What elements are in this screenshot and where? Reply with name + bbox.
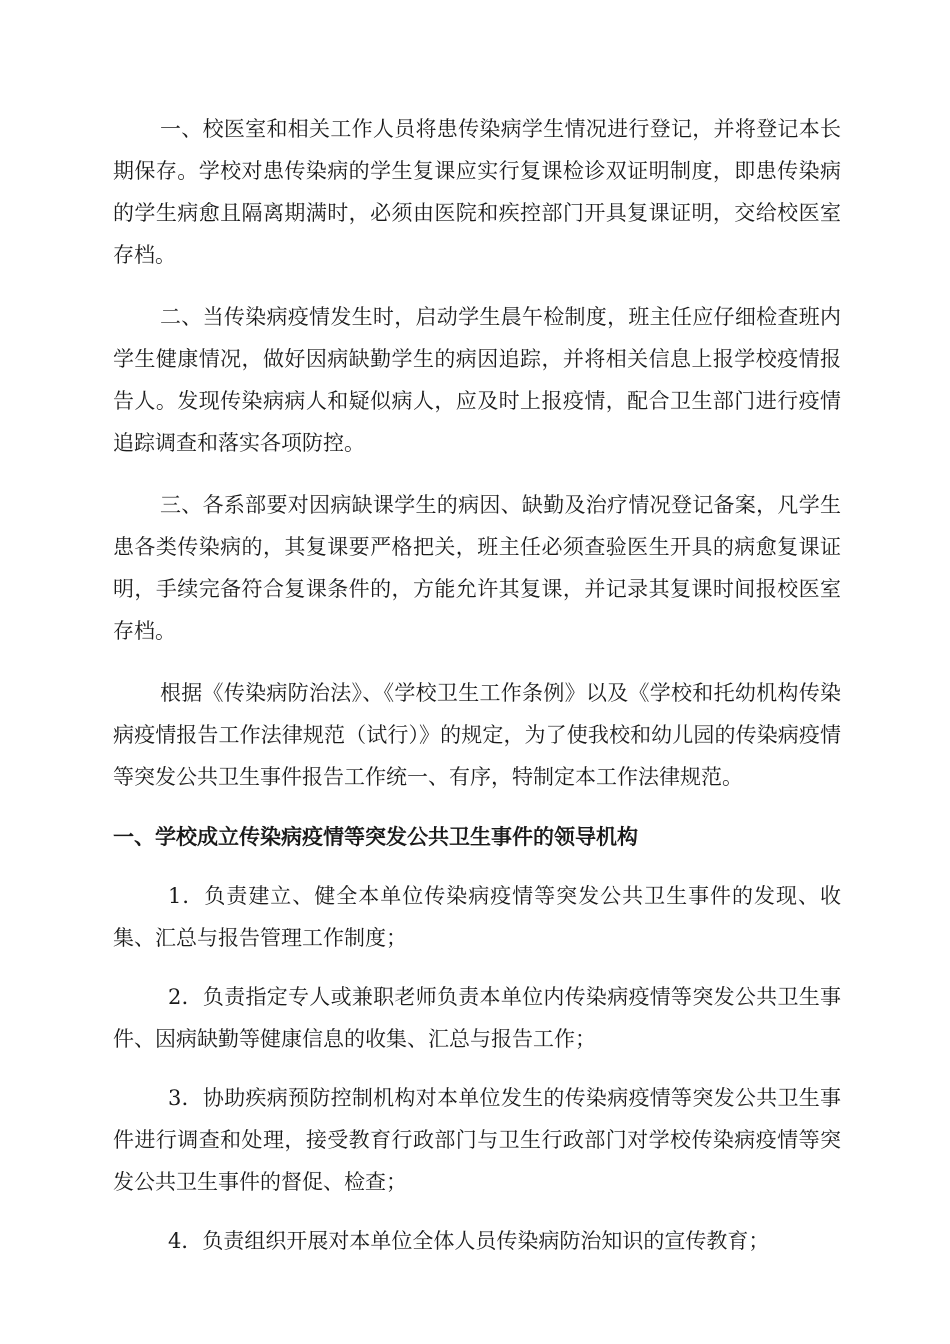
paragraph-morning-check: 二、当传染病疫情发生时，启动学生晨午检制度，班主任应仔细检查班内学生健康情况，做好因病缺勤学生的病因追踪，并将相关信息上报学校疫情报告人。发现传染病病人和疑似病人，应及时上报疫情，配合卫生部门进行疫情追踪调查和落实各项防控。	[113, 305, 841, 455]
list-item-2: 2．负责指定专人或兼职老师负责本单位内传染病疫情等突发公共卫生事件、因病缺勤等健康信息的收集、汇总与报告工作；	[113, 985, 841, 1051]
paragraph-legal-basis: 根据《传染病防治法》、《学校卫生工作条例》以及《学校和托幼机构传染病疫情报告工作法律规范（试行）》的规定，为了使我校和幼儿园的传染病疫情等突发公共卫生事件报告工作统一、有序，特制定本工作法律规范。	[113, 681, 841, 789]
list-item-4: 4．负责组织开展对本单位全体人员传染病防治知识的宣传教育；	[168, 1229, 770, 1253]
document-page	[113, 108, 841, 1262]
section-heading: 一、学校成立传染病疫情等突发公共卫生事件的领导机构	[113, 825, 638, 849]
paragraph-registration: 一、校医室和相关工作人员将患传染病学生情况进行登记，并将登记本长期保存。学校对患传染病的学生复课应实行复课检诊双证明制度，即患传染病的学生病愈且隔离期满时，必须由医院和疾控部门开具复课证明，交给校医室存档。	[113, 117, 841, 267]
list-item-3: 3．协助疾病预防控制机构对本单位发生的传染病疫情等突发公共卫生事件进行调查和处理，接受教育行政部门与卫生行政部门对学校传染病疫情等突发公共卫生事件的督促、检查；	[113, 1086, 841, 1194]
paragraph-absence-record: 三、各系部要对因病缺课学生的病因、缺勤及治疗情况登记备案，凡学生患各类传染病的，其复课要严格把关，班主任必须查验医生开具的病愈复课证明，手续完备符合复课条件的，方能允许其复课，并记录其复课时间报校医室存档。	[113, 493, 841, 643]
list-item-1: 1．负责建立、健全本单位传染病疫情等突发公共卫生事件的发现、收集、汇总与报告管理工作制度；	[113, 884, 841, 950]
